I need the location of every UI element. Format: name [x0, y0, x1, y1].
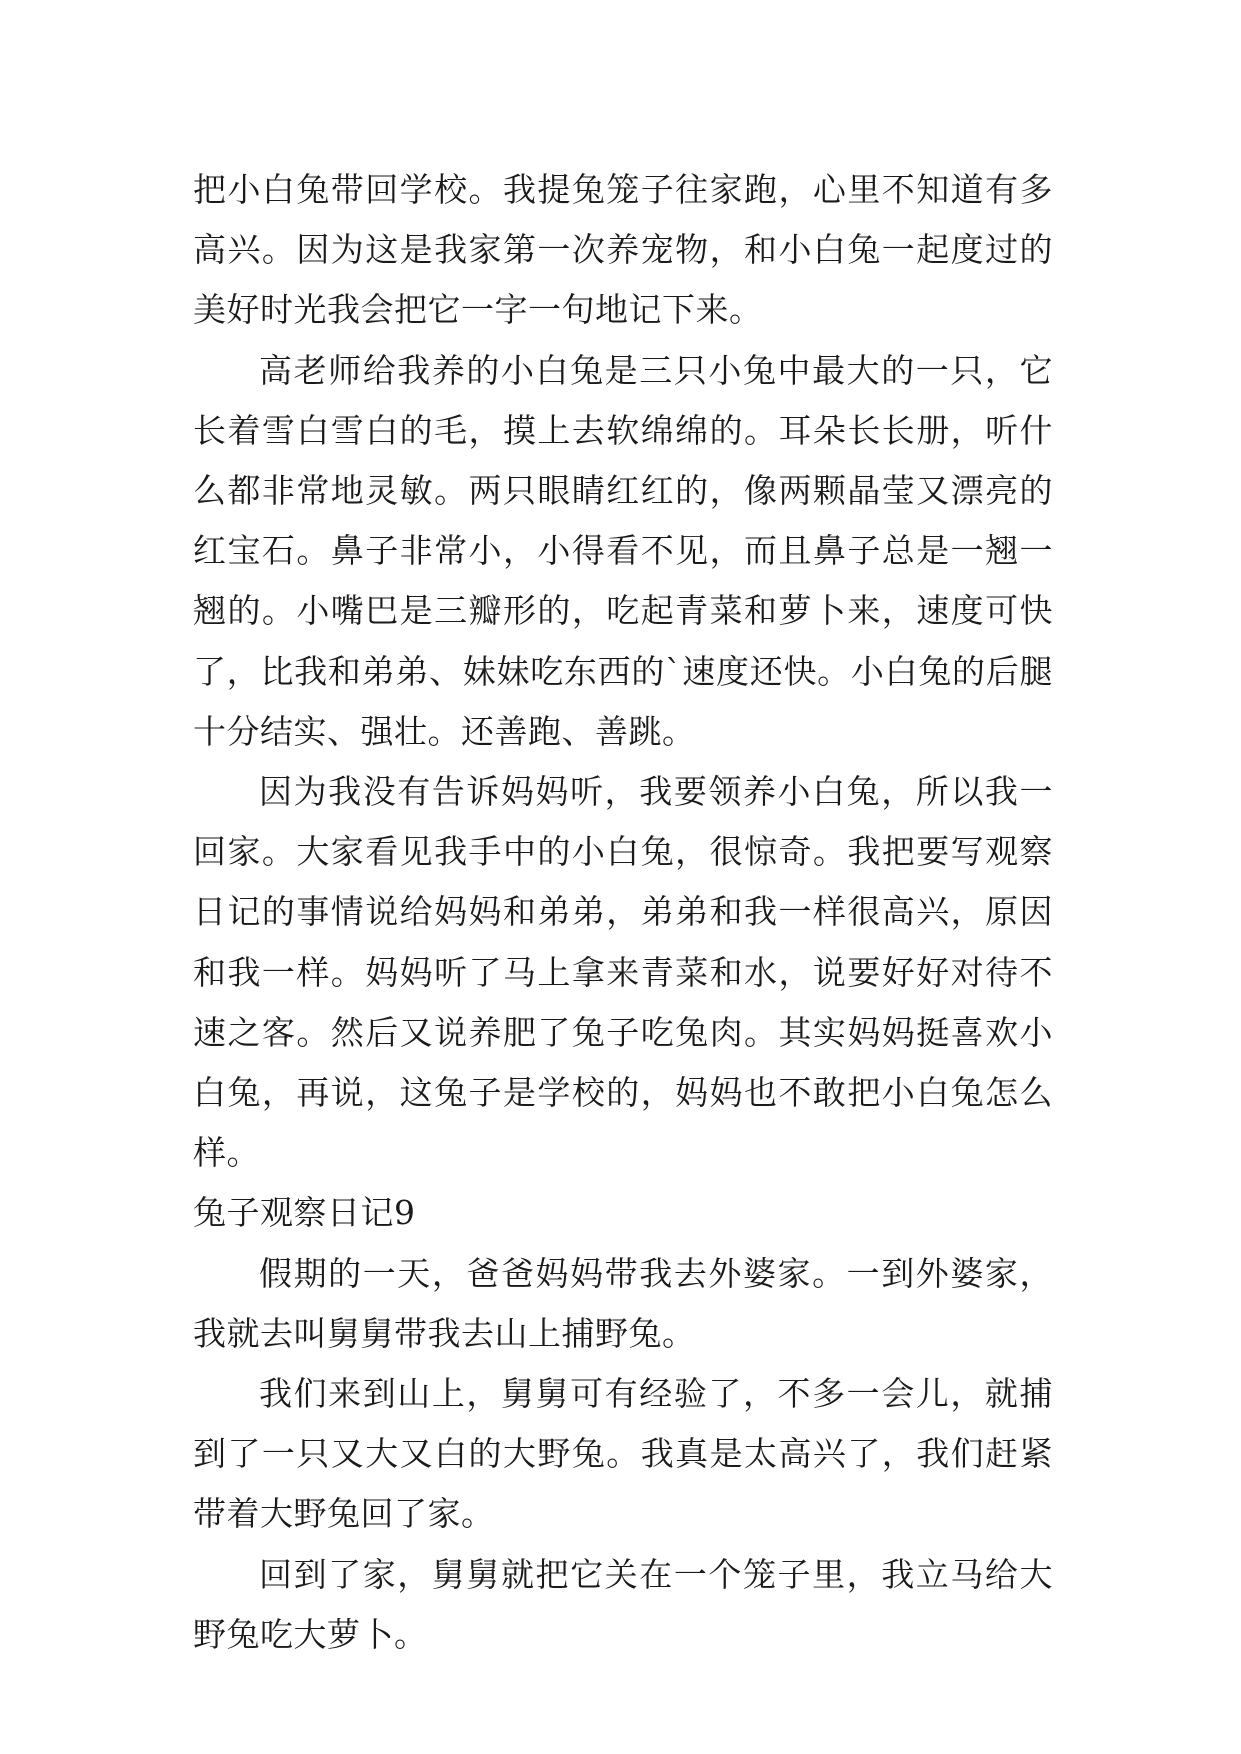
- paragraph-bringing-home: 因为我没有告诉妈妈听，我要领养小白兔，所以我一回家。大家看见我手中的小白兔，很惊奇。我把要写观察日记的事情说给妈妈和弟弟，弟弟和我一样很高兴，原因和我一样。妈妈听了马上拿来青菜和水，说要好好对待不速之客。然后又说养肥了兔子吃兔肉。其实妈妈挺喜欢小白兔，再说，这兔子是学校的，妈妈也不敢把小白兔怎么样。: [193, 772, 1053, 1173]
- paragraph-continuation: 把小白兔带回学校。我提兔笼子往家跑，心里不知道有多高兴。因为这是我家第一次养宠物，和小白兔一起度过的美好时光我会把它一字一句地记下来。: [193, 170, 1053, 330]
- document-body: [193, 160, 1053, 1665]
- section-heading: 兔子观察日记9: [193, 1193, 416, 1233]
- paragraph-rabbit-description: 高老师给我养的小白兔是三只小兔中最大的一只，它长着雪白雪白的毛，摸上去软绵绵的。耳朵长长册，听什么都非常地灵敏。两只眼睛红红的，像两颗晶莹又漂亮的红宝石。鼻子非常小，小得看不见，而且鼻子总是一翘一翘的。小嘴巴是三瓣形的，吃起青菜和萝卜来，速度可快了，比我和弟弟、妹妹吃东西的`速度还快。小白兔的后腿十分结实、强壮。还善跑、善跳。: [193, 350, 1053, 751]
- paragraph-feeding-rabbit: 回到了家，舅舅就把它关在一个笼子里，我立马给大野兔吃大萝卜。: [193, 1554, 1053, 1654]
- paragraph-holiday: 假期的一天，爸爸妈妈带我去外婆家。一到外婆家，我就去叫舅舅带我去山上捕野兔。: [193, 1253, 1053, 1353]
- paragraph-catching-rabbit: 我们来到山上，舅舅可有经验了，不多一会儿，就捕到了一只又大又白的大野兔。我真是太高兴了，我们赶紧带着大野兔回了家。: [193, 1374, 1053, 1534]
